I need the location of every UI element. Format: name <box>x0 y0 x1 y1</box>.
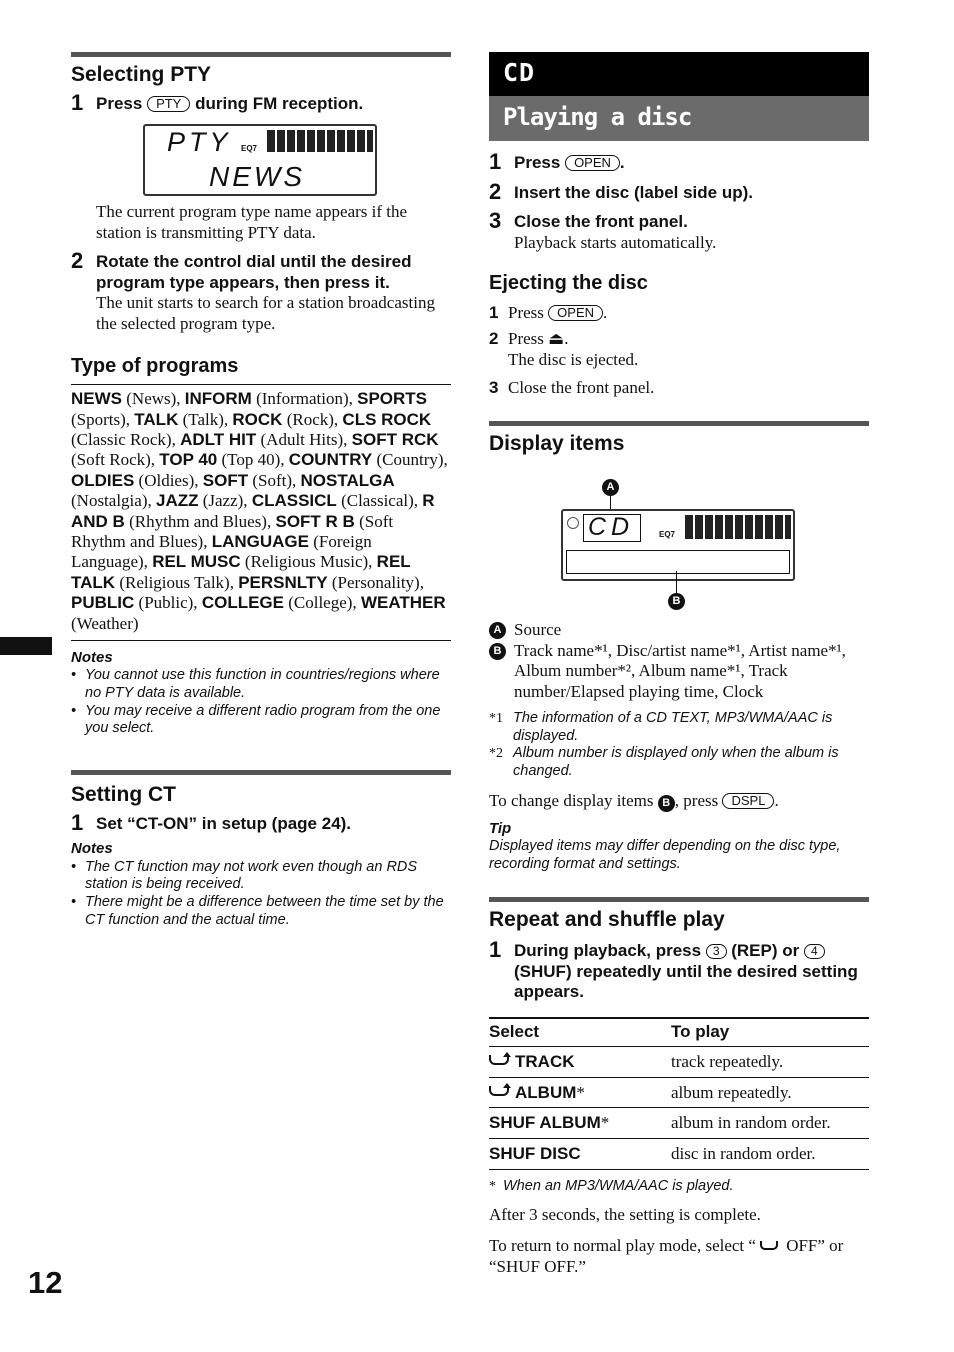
pty-step2-desc: The unit starts to search for a station broadcasting the selected program type. <box>96 293 435 334</box>
program-type-list <box>71 389 451 634</box>
program-desc: (Soft Rock), <box>71 429 443 470</box>
dspl-key-icon: DSPL <box>722 793 774 809</box>
program-desc: (Adult Hits), <box>256 429 352 449</box>
program-desc: (Top 40), <box>217 450 289 470</box>
program-desc: (Weather) <box>71 593 450 633</box>
tip-text: Displayed items may differ depending on the disc type, recording format and settings. <box>489 837 841 872</box>
open-key-icon: OPEN <box>565 155 620 171</box>
callout-a: A <box>602 479 619 496</box>
note-item: • There might be a difference between the time set by the CT function and the actual time. <box>71 894 444 928</box>
right-column <box>489 52 869 1278</box>
banner-playing-a-disc: Playing a disc <box>489 96 869 141</box>
eject-step-1: 1 Press OPEN . <box>489 303 608 323</box>
return-normal-text: To return to normal play mode, select “ OFF” or “SHUF OFF.” <box>489 1236 844 1276</box>
table-row: ALBUM* album repeatedly. <box>489 1077 869 1108</box>
program-code: TALK <box>134 409 179 429</box>
play-step-1: 1 Press OPEN . <box>489 149 625 174</box>
repeat-icon <box>489 1086 509 1096</box>
subsection-title-type-of-programs: Type of programs <box>71 354 451 385</box>
program-code: PUBLIC <box>71 593 135 613</box>
table-row: SHUF DISC disc in random order. <box>489 1138 869 1169</box>
lcd-text-area <box>566 550 790 574</box>
program-code: SOFT <box>202 470 249 490</box>
repeat-icon <box>489 1055 509 1065</box>
program-code: OLDIES <box>71 470 135 490</box>
program-desc: (Country), <box>372 450 453 470</box>
lcd-eq-label: EQ7 <box>241 144 258 154</box>
notes-heading: Notes <box>71 840 113 858</box>
program-desc: (Soft Rhythm and Blues), <box>71 511 398 551</box>
lcd-eq-label: EQ7 <box>659 529 676 539</box>
key-4-icon: 4 <box>804 944 825 959</box>
section-title-display-items: Display items <box>489 432 625 456</box>
step-number: 1 <box>71 809 84 835</box>
lcd-segment-block <box>267 130 373 152</box>
program-desc: (Classic Rock), <box>71 409 436 449</box>
program-desc: (Oldies), <box>134 470 203 490</box>
repeat-step-1: 1 During playback, press 3 (REP) or 4 (SHUF) repeatedly until the desired setting appears. <box>489 936 858 1002</box>
repeat-icon <box>760 1241 778 1250</box>
disc-icon <box>567 517 579 529</box>
key-3-icon: 3 <box>706 944 727 959</box>
left-column <box>71 52 451 929</box>
note-item: • The CT function may not work even though an RDS station is being received. <box>71 858 418 893</box>
lcd-segment-block <box>685 515 791 539</box>
program-desc: (News), <box>122 389 185 409</box>
open-key-icon: OPEN <box>548 305 603 321</box>
pty-step-1: 1 Press PTY during FM reception. <box>71 89 364 115</box>
footnote-2: *2 Album number is displayed only when the album is changed. <box>489 745 839 779</box>
program-desc: (Rhythm and Blues), <box>124 511 276 531</box>
step-number: 2 <box>71 247 84 273</box>
program-desc: (Religious Music), <box>240 552 377 572</box>
program-desc: (Talk), <box>178 409 233 429</box>
page-number: 12 <box>28 1265 63 1300</box>
program-code: LANGUAGE <box>211 531 309 551</box>
section-title-repeat-shuffle: Repeat and shuffle play <box>489 908 725 932</box>
section-rule <box>489 897 869 902</box>
program-code: INFORM <box>184 389 252 409</box>
table-row: TRACK track repeatedly. <box>489 1046 869 1077</box>
subsection-title-ejecting: Ejecting the disc <box>489 271 648 294</box>
program-desc: (Personality), <box>327 572 429 592</box>
divider <box>71 640 451 641</box>
program-code: WEATHER <box>360 593 446 613</box>
eject-step-2: 2 Press ⏏. <box>489 329 569 349</box>
table-header-to-play: To play <box>671 1018 869 1046</box>
program-code: JAZZ <box>155 491 199 511</box>
program-desc: (Rock), <box>282 409 343 429</box>
section-title-setting-ct: Setting CT <box>71 783 176 807</box>
program-code: REL MUSC <box>152 552 241 572</box>
step-number: 1 <box>71 89 84 115</box>
footnote-1: *1 The information of a CD TEXT, MP3/WMA/AAC is displayed. <box>489 709 833 744</box>
lcd-line-news: NEWS <box>209 161 305 193</box>
program-code: PERSNLTY <box>238 572 328 592</box>
callout-b: B <box>668 593 685 610</box>
after-3-seconds-text: After 3 seconds, the setting is complete. <box>489 1205 761 1225</box>
program-code: ROCK <box>232 409 283 429</box>
change-display-text: To change display items B , press DSPL . <box>489 790 779 810</box>
program-desc: (College), <box>283 593 361 613</box>
program-code: TOP 40 <box>159 450 218 470</box>
banner-cd: CD <box>489 52 869 96</box>
program-code: NOSTALGA <box>300 470 395 490</box>
program-code: REL TALK <box>71 552 411 592</box>
lcd-source-box: CD <box>583 514 641 542</box>
program-code: COUNTRY <box>288 450 373 470</box>
program-code: ADLT HIT <box>180 429 257 449</box>
play-step3-desc: Playback starts automatically. <box>514 233 717 253</box>
program-code: R AND B <box>71 491 435 531</box>
callout-b-line <box>676 571 677 593</box>
pty-step1-desc: The current program type name appears if the station is transmitting PTY data. <box>96 202 408 243</box>
play-step-2: 2 Insert the disc (label side up). <box>489 178 753 204</box>
cd-lcd-display <box>561 509 795 581</box>
eject-step2-desc: The disc is ejected. <box>508 349 639 369</box>
side-tab-marker <box>0 637 52 655</box>
program-desc: (Sports), <box>71 389 432 429</box>
pty-key-icon: PTY <box>147 96 190 112</box>
table-row: SHUF ALBUM* album in random order. <box>489 1108 869 1139</box>
display-item-b: B Track name*¹, Disc/artist name*¹, Artist name*¹, Album number*², Album name*¹, Track number/Elapsed playing time, Clock <box>489 641 869 703</box>
program-code: CLASSICL <box>251 491 337 511</box>
note-item: • You cannot use this function in countries/regions where no PTY data is available. <box>71 667 440 701</box>
section-rule <box>71 52 451 57</box>
program-desc: (Nostalgia), <box>71 470 399 511</box>
program-desc: (Jazz), <box>198 491 252 511</box>
program-code: SOFT R B <box>275 511 355 531</box>
program-code: CLS ROCK <box>342 409 432 429</box>
program-code: SPORTS <box>357 389 428 409</box>
section-rule <box>489 421 869 426</box>
section-title-selecting-pty: Selecting PTY <box>71 63 212 86</box>
program-desc: (Information), <box>251 389 358 409</box>
table-footnote: * When an MP3/WMA/AAC is played. <box>489 1177 734 1194</box>
program-code: SOFT RCK <box>351 429 439 449</box>
program-desc: (Soft), <box>248 470 301 490</box>
repeat-mode-table <box>489 1017 869 1170</box>
eject-icon: ⏏ <box>548 329 565 349</box>
notes-heading: Notes <box>71 649 113 667</box>
pty-step-2: 2 Rotate the control dial until the desired program type appears, then press it. <box>71 247 412 292</box>
eject-step-3: 3 Close the front panel. <box>489 377 655 397</box>
table-header-select: Select <box>489 1018 671 1046</box>
display-items-figure <box>489 463 869 615</box>
program-desc: (Classical), <box>336 491 423 511</box>
display-item-a: A Source <box>489 620 869 641</box>
note-item: • You may receive a different radio program from the one you select. <box>71 702 441 737</box>
program-desc: (Public), <box>134 593 202 613</box>
ct-step-1: 1 Set “CT-ON” in setup (page 24). <box>71 809 352 835</box>
program-code: NEWS <box>71 389 122 409</box>
play-step-3: 3 Close the front panel. <box>489 208 688 234</box>
pty-lcd-display <box>143 124 377 196</box>
tip-heading: Tip <box>489 819 512 837</box>
lcd-line-pty: PTY <box>167 127 232 158</box>
program-code: COLLEGE <box>201 593 284 613</box>
program-desc: (Foreign Language), <box>71 531 377 572</box>
program-desc: (Religious Talk), <box>115 572 239 592</box>
section-rule <box>71 770 451 775</box>
